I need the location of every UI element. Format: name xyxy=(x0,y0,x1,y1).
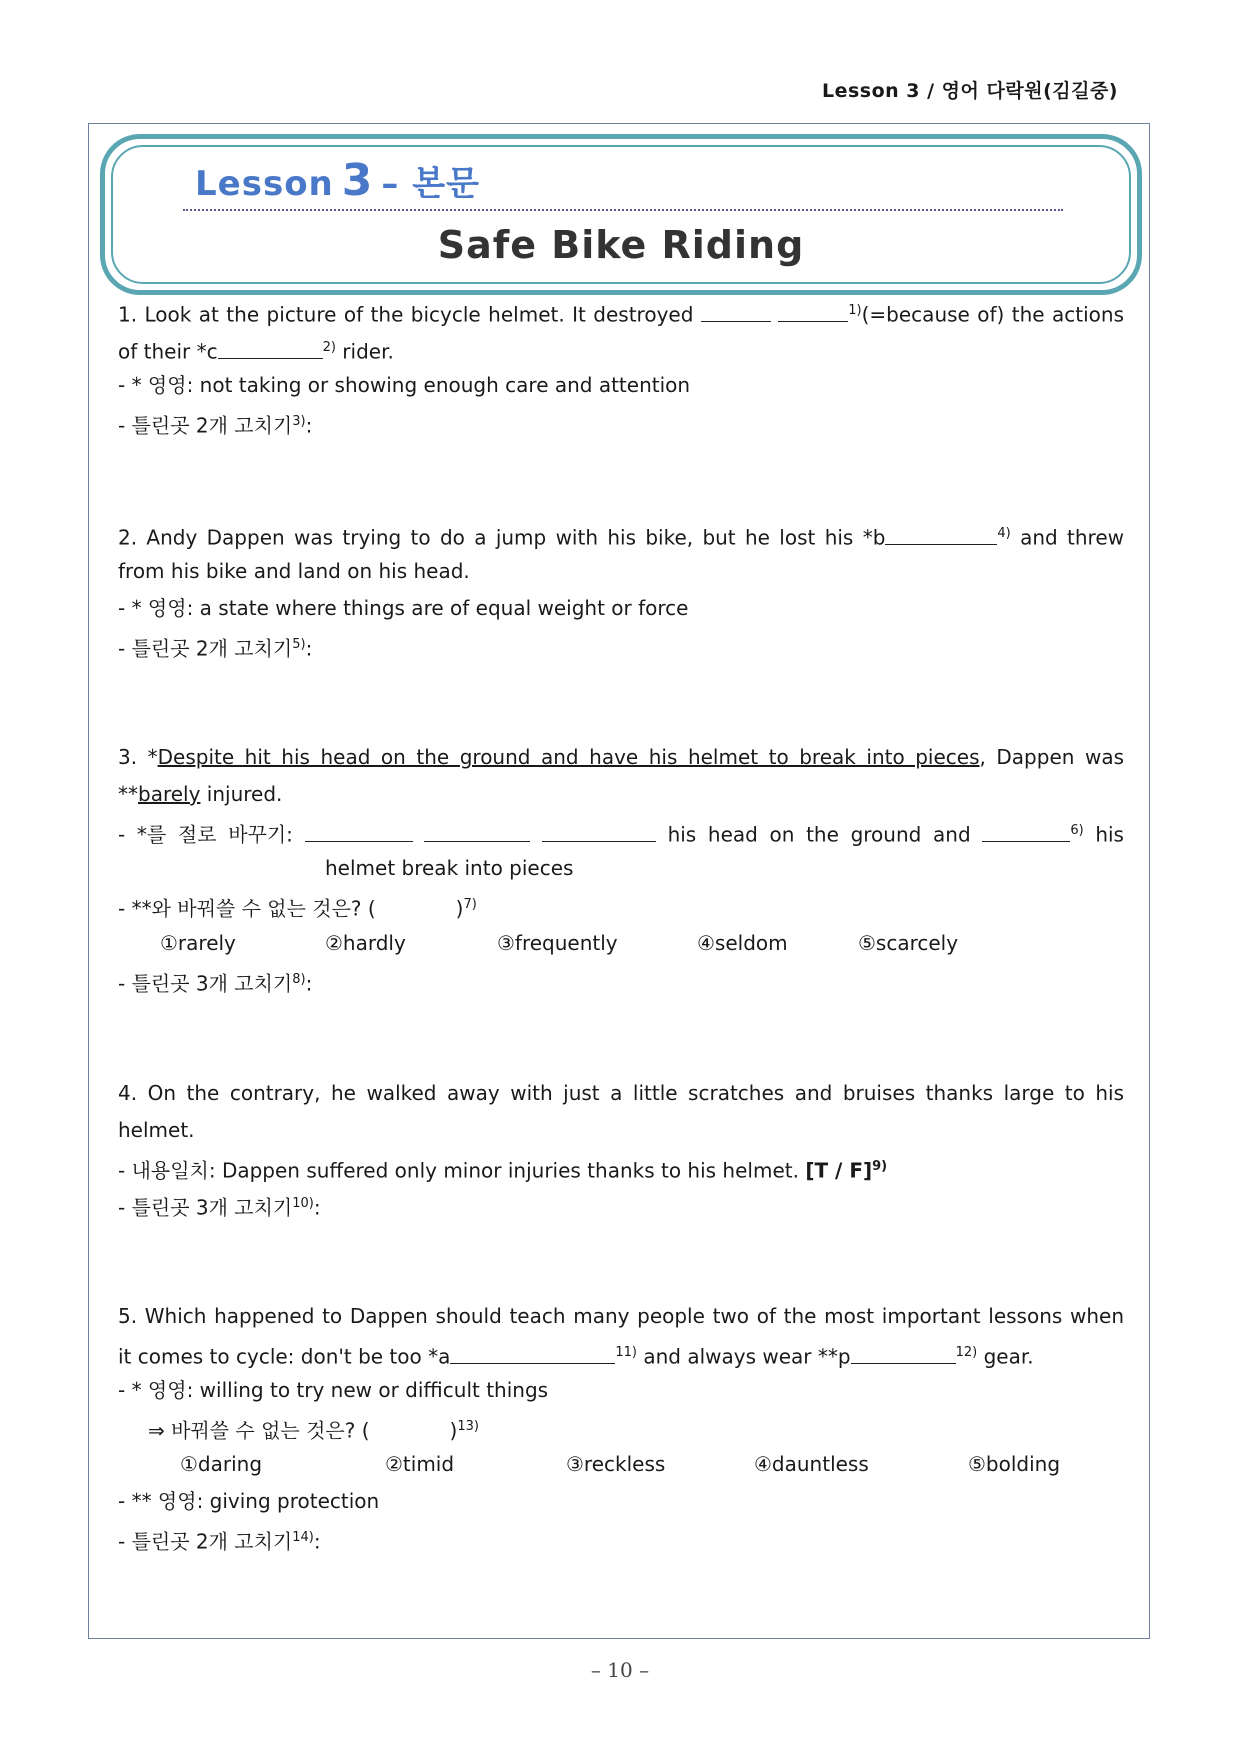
q2-line1: 2. Andy Dappen was trying to do a jump with his bike, but he lost his *b $^{4)}$ and threw xyxy=(118,525,1125,550)
lesson-dash: – xyxy=(381,164,400,204)
option-item[interactable]: ①rarely xyxy=(160,931,236,955)
q2-line2: from his bike and land on his head. xyxy=(118,559,470,583)
lesson-number: 3 xyxy=(341,155,374,206)
q2-fix-prompt: - 틀린곳 2개 고치기$^{5)}$: xyxy=(118,636,313,661)
q4-fix-prompt: - 틀린곳 3개 고치기$^{10)}$: xyxy=(118,1195,321,1220)
title-banner xyxy=(100,134,1142,295)
answer-blank[interactable] xyxy=(424,821,530,842)
answer-blank[interactable] xyxy=(305,821,413,842)
q1-line2: of their *c $^{2)}$ rider. xyxy=(118,339,394,364)
option-item[interactable]: ③frequently xyxy=(497,931,618,955)
q5-line2: it comes to cycle: don't be too *a $^{11)}$ and always wear **p $^{12)}$ gear. xyxy=(118,1344,1034,1369)
option-item[interactable]: ①daring xyxy=(180,1452,263,1476)
tf-choice[interactable]: [T / F] xyxy=(805,1158,873,1183)
q4-line1: 4. On the contrary, he walked away with just a little scratches and bruises thanks large to his xyxy=(118,1081,1124,1105)
dotted-divider xyxy=(183,209,1063,211)
answer-blank[interactable] xyxy=(851,1343,956,1364)
q3-line1: 3. *Despite hit his head on the ground and have his helmet to break into pieces, Dappen was xyxy=(118,745,1124,769)
q3-underlined-phrase: Despite hit his head on the ground and have his helmet to break into pieces xyxy=(157,745,980,769)
q1-line1: 1. Look at the picture of the bicycle helmet. It destroyed $^{1)}$(=because of) the actions xyxy=(118,302,1125,327)
q5-definition-1: - * 영영: willing to try new or difficult things xyxy=(118,1378,549,1402)
q3-rewrite-line: - *를 절로 바꾸기: his head on the ground and $^{6)}$ his xyxy=(118,822,1124,847)
q1-fix-prompt: - 틀린곳 2개 고치기$^{3)}$: xyxy=(118,413,313,438)
answer-blank[interactable] xyxy=(450,1343,615,1364)
option-item[interactable]: ⑤bolding xyxy=(968,1452,1061,1476)
banner-inner-border xyxy=(111,145,1131,284)
option-item[interactable]: ③reckless xyxy=(566,1452,666,1476)
q3-barely: barely xyxy=(138,782,201,806)
lesson-word: Lesson xyxy=(195,164,334,204)
q4-true-false: - 내용일치: Dappen suffered only minor injuries thanks to his helmet. [T / F]$^{9)}$ xyxy=(118,1158,888,1183)
q5-options xyxy=(0,1449,1240,1479)
q5-definition-2: - ** 영영: giving protection xyxy=(118,1489,380,1513)
option-item[interactable]: ②timid xyxy=(385,1452,455,1476)
answer-blank[interactable] xyxy=(778,301,848,322)
q1-definition: - * 영영: not taking or showing enough care and attention xyxy=(118,373,691,397)
answer-blank[interactable] xyxy=(982,821,1070,842)
option-item[interactable]: ④dauntless xyxy=(754,1452,869,1476)
q3-line2: **barely injured. xyxy=(118,782,283,806)
q3-options xyxy=(0,928,1240,958)
page-number: – 10 – xyxy=(590,1658,650,1682)
option-item[interactable]: ⑤scarcely xyxy=(858,931,959,955)
lesson-section: 본문 xyxy=(412,164,480,204)
q2-definition: - * 영영: a state where things are of equal weight or force xyxy=(118,596,689,620)
lesson-title: Safe Bike Riding xyxy=(437,223,805,267)
q3-fix-prompt: - 틀린곳 3개 고치기$^{8)}$: xyxy=(118,971,313,996)
q5-fix-prompt: - 틀린곳 2개 고치기$^{14)}$: xyxy=(118,1529,321,1554)
option-item[interactable]: ④seldom xyxy=(697,931,788,955)
answer-blank[interactable] xyxy=(218,338,323,359)
q5-line1: 5. Which happened to Dappen should teach many people two of the most important lessons when xyxy=(118,1304,1124,1328)
answer-blank[interactable] xyxy=(542,821,656,842)
answer-blank[interactable] xyxy=(701,301,771,322)
lesson-heading xyxy=(195,155,480,206)
q3-choice-question: - **와 바꿔쓸 수 없는 것은? ( )$^{7)}$ xyxy=(118,896,477,921)
answer-blank[interactable] xyxy=(885,524,997,545)
q4-line2: helmet. xyxy=(118,1118,195,1142)
q5-choice-question: ⇒ 바꿔쓸 수 없는 것은? ( )$^{13)}$ xyxy=(148,1418,479,1443)
q3-rewrite-continued: helmet break into pieces xyxy=(325,856,574,880)
option-item[interactable]: ②hardly xyxy=(325,931,406,955)
running-header: Lesson 3 / 영어 다락원(김길중) xyxy=(821,80,1118,102)
